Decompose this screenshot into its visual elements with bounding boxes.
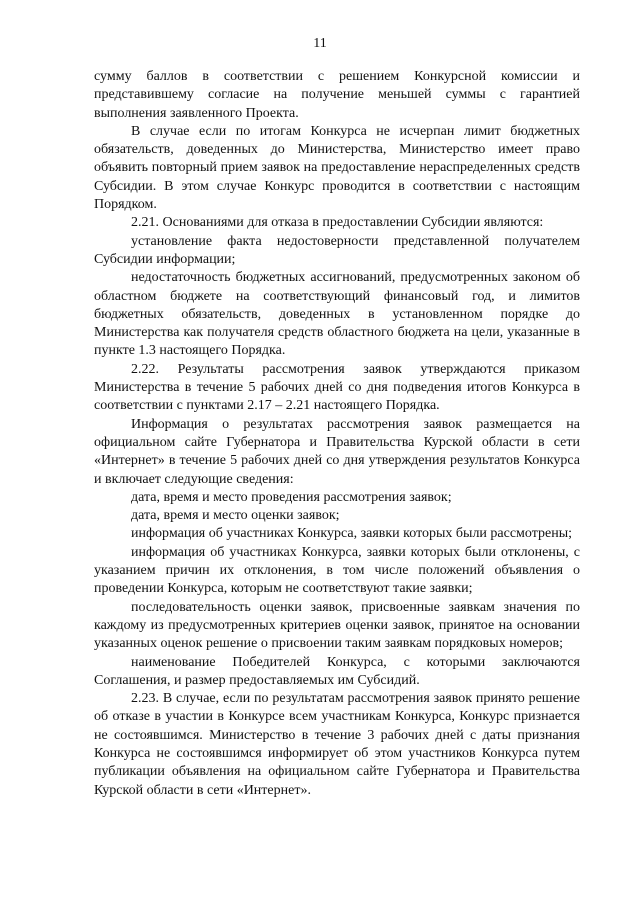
paragraph: информация об участниках Конкурса, заявки которых были отклонены, с указанием причин их отклонения, в том числе положений объявления о проведении Конкурса, которым не соответствуют такие заявки; — [94, 544, 580, 597]
paragraph: последовательность оценки заявок, присвоенные заявкам значения по каждому из предусмотренных критериев оценки заявок, принятое на основании указанных оценок решение о присвоении таким заявкам порядковых номеров; — [94, 599, 580, 652]
paragraph: дата, время и место оценки заявок; — [131, 508, 340, 524]
paragraph: 2.22. Результаты рассмотрения заявок утверждаются приказом Министерства в течение 5 рабочих дней со дня подведения итогов Конкурса в соответствии с пунктами 2.17 – 2.21 настоящего Порядка. — [94, 361, 580, 414]
paragraph: информация об участниках Конкурса, заявки которых были рассмотрены; — [131, 526, 573, 542]
paragraph: дата, время и место проведения рассмотрения заявок; — [131, 489, 452, 505]
paragraph: недостаточность бюджетных ассигнований, предусмотренных законом об областном бюджете на соответствующий финансовый год, и лимитов бюджетных обязательств, доведенных в установленном порядке до Министерства как получателя средств областного бюджета на цели, указанные в пункте 1.3 настоящего Порядка. — [94, 270, 580, 359]
paragraph: 2.23. В случае, если по результатам рассмотрения заявок принято решение об отказе в участии в Конкурсе всем участникам Конкурса, Конкурс признается не состоявшимся. Министерство в течение 3 рабочих дней с даты признания Конкурса не состоявшимся информирует об этом участников Конкурса путем публикации объявления на официальном сайте Губернатора и Правительства Курской области в сети «Интернет». — [94, 691, 580, 798]
paragraph: наименование Победителей Конкурса, с которыми заключаются Соглашения, и размер предоставляемых им Субсидий. — [94, 654, 580, 688]
paragraph: сумму баллов в соответствии с решением Конкурсной комиссии и представившему согласие на получение меньшей суммы с гарантией выполнения заявленного Проекта. — [94, 69, 580, 121]
page-number: 11 — [313, 36, 327, 51]
paragraph: В случае если по итогам Конкурса не исчерпан лимит бюджетных обязательств, доведенных до Министерства, Министерство имеет право объявить повторный прием заявок на предоставление нераспределенных средств Субсидии. В этом случае Конкурс проводится в соответствии с настоящим Порядком. — [94, 123, 580, 213]
paragraph: установление факта недостоверности представленной получателем Субсидии информации; — [94, 233, 580, 267]
paragraph: 2.21. Основаниями для отказа в предоставлении Субсидии являются: — [131, 215, 544, 231]
paragraph: Информация о результатах рассмотрения заявок размещается на официальном сайте Губернатора и Правительства Курской области в сети «Интернет» в течение 5 рабочих дней со дня утверждения результатов Конкурса и включает следующие сведения: — [94, 416, 580, 487]
document-body — [94, 68, 580, 800]
